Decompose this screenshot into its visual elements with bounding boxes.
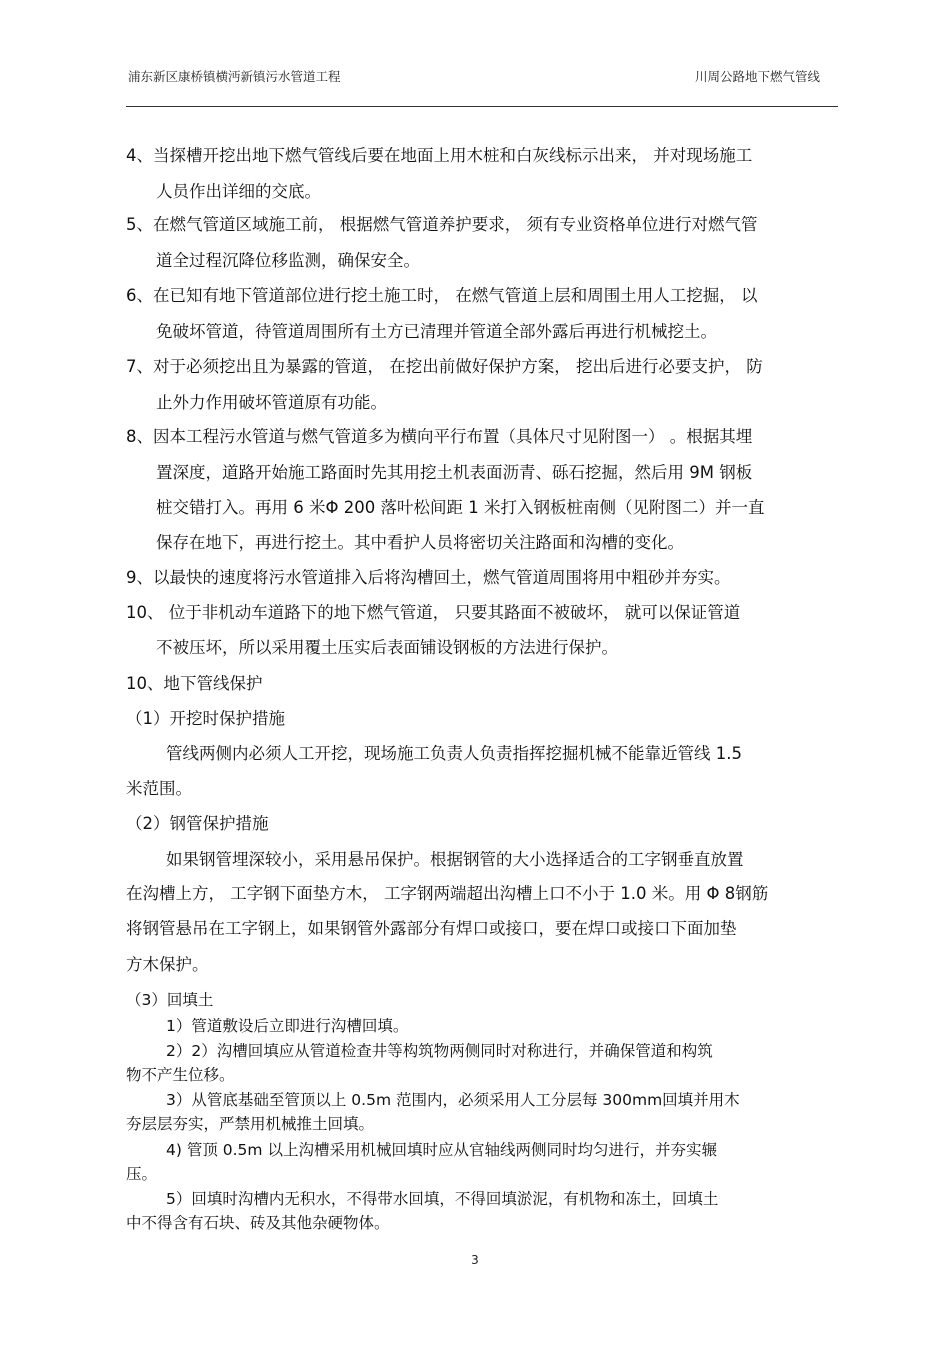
text-line: 在沟槽上方， 工字钢下面垫方木， 工字钢两端超出沟槽上口不小于 1.0 米。用 Φ 8钢筋 — [126, 884, 769, 903]
text-line: 免破坏管道，待管道周围所有土方已清理并管道全部外露后再进行机械挖土。 — [156, 322, 717, 341]
text-line: 如果钢管埋深较小，采用悬吊保护。根据钢管的大小选择适合的工字钢垂直放置 — [166, 850, 744, 869]
text-line: 中不得含有石块、砖及其他杂硬物体。 — [126, 1214, 390, 1232]
text-line: 桩交错打入。再用 6 米Φ 200 落叶松间距 1 米打入钢板桩南侧（见附图二）并一直 — [156, 498, 765, 517]
subsection-heading: （2）钢管保护措施 — [126, 814, 269, 833]
text-line: 7、对于必须挖出且为暴露的管道， 在挖出前做好保护方案， 挖出后进行必要支护， 防 — [126, 357, 763, 376]
subsection-heading: （3）回填土 — [126, 991, 214, 1009]
page-number: 3 — [471, 1253, 479, 1267]
subsection-heading: （1）开挖时保护措施 — [126, 709, 285, 728]
text-line: 米范围。 — [126, 779, 192, 798]
header-divider — [126, 106, 838, 107]
text-line: 6、在已知有地下管道部位进行挖土施工时， 在燃气管道上层和周围土用人工挖掘， 以 — [126, 286, 758, 305]
text-line: 管线两侧内必须人工开挖，现场施工负责人负责指挥挖掘机械不能靠近管线 1.5 — [166, 744, 742, 763]
text-line: 5、在燃气管道区域施工前， 根据燃气管道养护要求， 须有专业资格单位进行对燃气管 — [126, 215, 758, 234]
text-line: 不被压坏，所以采用覆土压实后表面铺设钢板的方法进行保护。 — [156, 638, 618, 657]
text-line: 8、因本工程污水管道与燃气管道多为横向平行布置（具体尺寸见附图一） 。根据其埋 — [126, 427, 753, 446]
text-line: 3）从管底基础至管顶以上 0.5m 范围内，必须采用人工分层每 300mm回填并用木 — [166, 1091, 740, 1109]
section-heading: 10、地下管线保护 — [126, 674, 263, 693]
text-line: 4、当探槽开挖出地下燃气管线后要在地面上用木桩和白灰线标示出来， 并对现场施工 — [126, 146, 753, 165]
text-line: 10、 位于非机动车道路下的地下燃气管道， 只要其路面不被破坏， 就可以保证管道 — [126, 603, 741, 622]
header-left-title: 浦东新区康桥镇横沔新镇污水管道工程 — [128, 69, 341, 84]
text-line: 置深度，道路开始施工路面时先其用挖土机表面沥青、砾石挖掘，然后用 9M 钢板 — [156, 463, 753, 482]
text-line: 止外力作用破坏管道原有功能。 — [156, 393, 387, 412]
text-line: 将钢管悬吊在工字钢上，如果钢管外露部分有焊口或接口，要在焊口或接口下面加垫 — [126, 919, 737, 938]
text-line: 道全过程沉降位移监测，确保安全。 — [156, 251, 420, 270]
text-line: 保存在地下，再进行挖土。其中看护人员将密切关注路面和沟槽的变化。 — [156, 533, 684, 552]
text-line: 1）管道敷设后立即进行沟槽回填。 — [166, 1017, 409, 1035]
text-line: 人员作出详细的交底。 — [156, 182, 321, 201]
text-line: 方木保护。 — [126, 955, 209, 974]
header-right-title: 川周公路地下燃气管线 — [694, 69, 820, 84]
text-line: 2）2）沟槽回填应从管道检查井等构筑物两侧同时对称进行，并确保管道和构筑 — [166, 1042, 713, 1060]
text-line: 4) 管顶 0.5m 以上沟槽采用机械回填时应从官轴线两侧同时均匀进行，并夯实辗 — [166, 1141, 717, 1159]
text-line: 5）回填时沟槽内无积水，不得带水回填，不得回填淤泥，有机物和冻土，回填土 — [166, 1190, 719, 1208]
text-line: 压。 — [126, 1165, 158, 1183]
text-line: 夯层层夯实，严禁用机械推土回填。 — [126, 1115, 375, 1133]
text-line: 物不产生位移。 — [126, 1066, 235, 1084]
text-line: 9、以最快的速度将污水管道排入后将沟槽回土，燃气管道周围将用中粗砂并夯实。 — [126, 568, 731, 587]
